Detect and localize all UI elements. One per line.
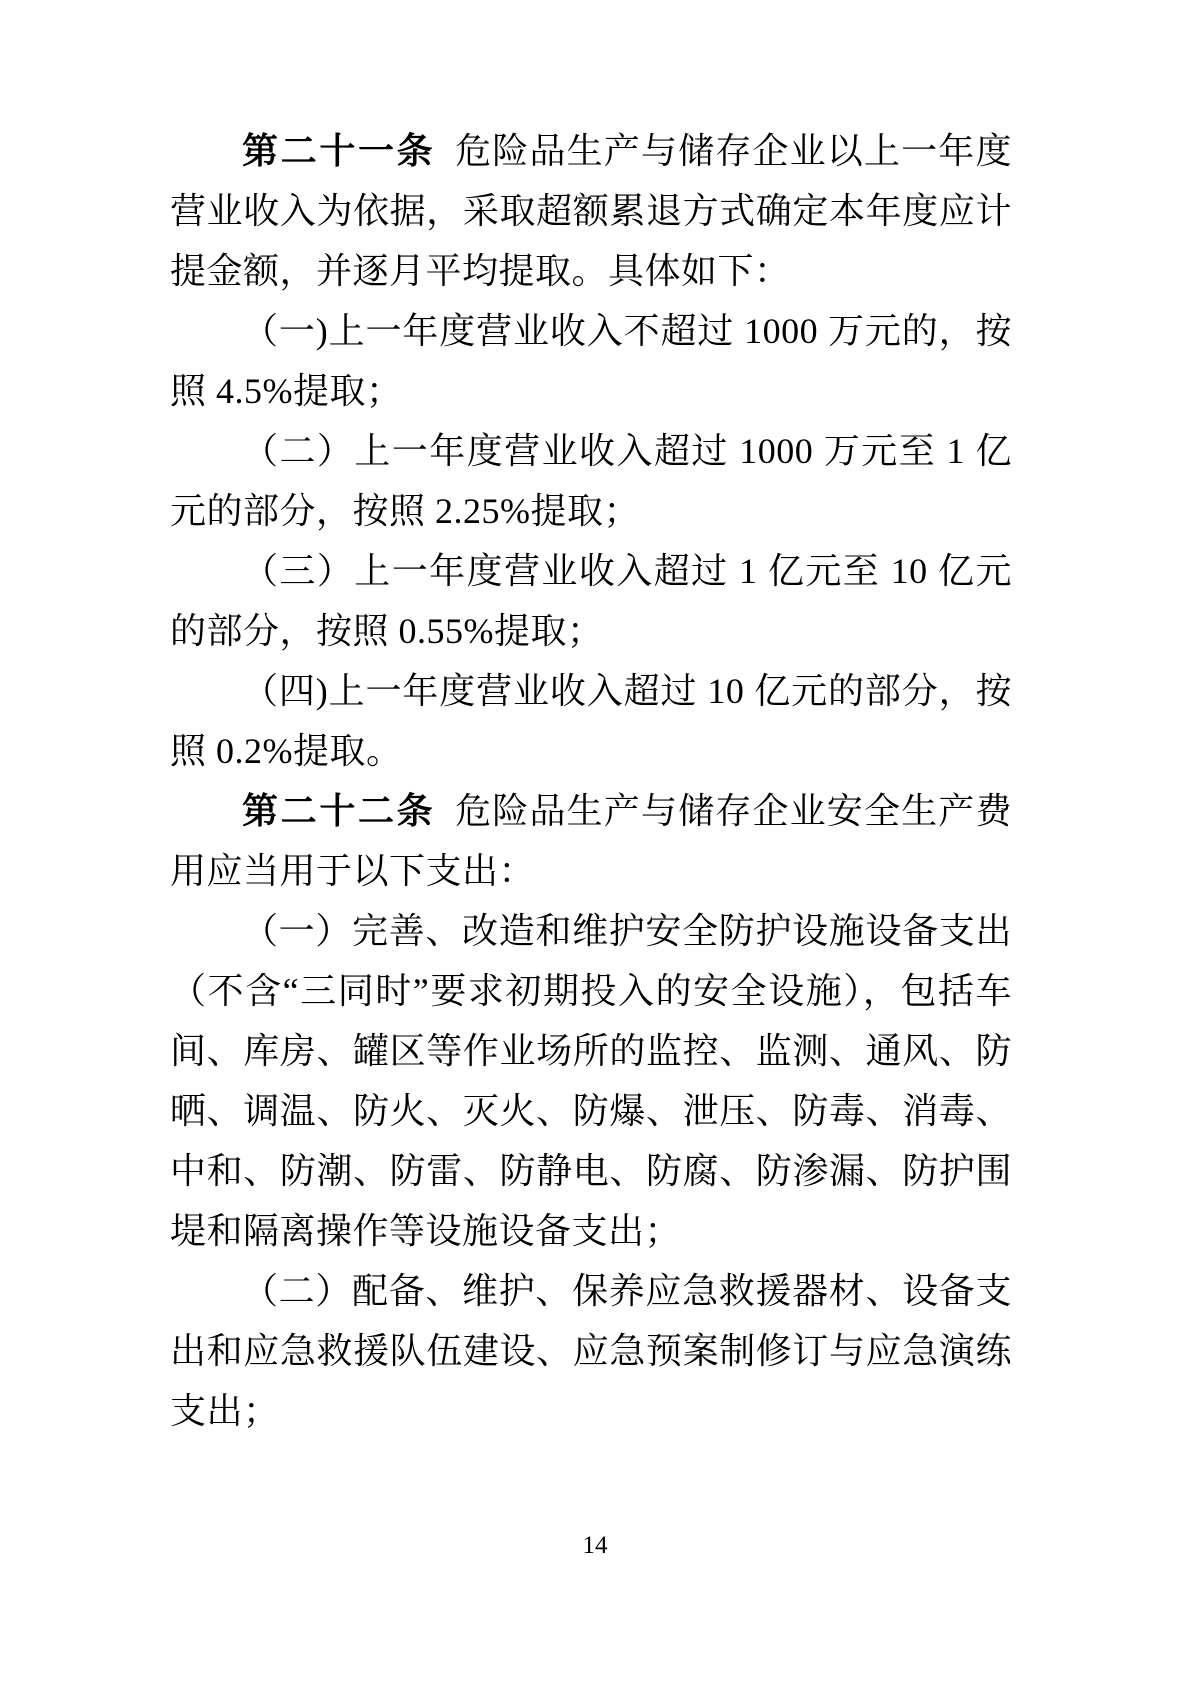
expense-item-1-text: （一）完善、改造和维护安全防护设施设备支出（不含“三同时”要求初期投入的安全设施），包括车间、库房、罐区等作业场所的监控、监测、通风、防晒、调温、防火、灭火、防爆、泄压、防毒、消毒、中和、防潮、防雷、防静电、防腐、防渗漏、防护围堤和隔离操作等设施设备支出； (170, 911, 1012, 1251)
article-22-number: 第二十二条 (242, 790, 436, 831)
document-body (170, 121, 1012, 1441)
paragraph-item-3 (170, 541, 1012, 661)
page-footer (0, 1532, 1190, 1560)
paragraph-item-4 (170, 661, 1012, 781)
article-22-text: 危险品生产与储存企业安全生产费用应当用于以下支出： (170, 791, 1012, 891)
item-2-text: （二）上一年度营业收入超过 1000 万元至 1 亿元的部分，按照 2.25%提取； (170, 431, 1012, 531)
paragraph-article-22 (170, 781, 1012, 901)
item-1-text: （一)上一年度营业收入不超过 1000 万元的，按照 4.5%提取； (170, 311, 1012, 411)
paragraph-item-2 (170, 421, 1012, 541)
paragraph-expense-item-2 (170, 1261, 1012, 1441)
expense-item-2-text: （二）配备、维护、保养应急救援器材、设备支出和应急救援队伍建设、应急预案制修订与应急演练支出； (170, 1271, 1012, 1431)
article-21-number: 第二十一条 (242, 130, 436, 171)
paragraph-expense-item-1 (170, 901, 1012, 1261)
article-21-text: 危险品生产与储存企业以上一年度营业收入为依据，采取超额累退方式确定本年度应计提金额，并逐月平均提取。具体如下： (170, 131, 1012, 291)
paragraph-item-1 (170, 301, 1012, 421)
item-4-text: （四)上一年度营业收入超过 10 亿元的部分，按照 0.2%提取。 (170, 671, 1012, 771)
page-number: 14 (582, 1532, 608, 1559)
paragraph-article-21 (170, 121, 1012, 301)
item-3-text: （三）上一年度营业收入超过 1 亿元至 10 亿元的部分，按照 0.55%提取； (170, 551, 1012, 651)
